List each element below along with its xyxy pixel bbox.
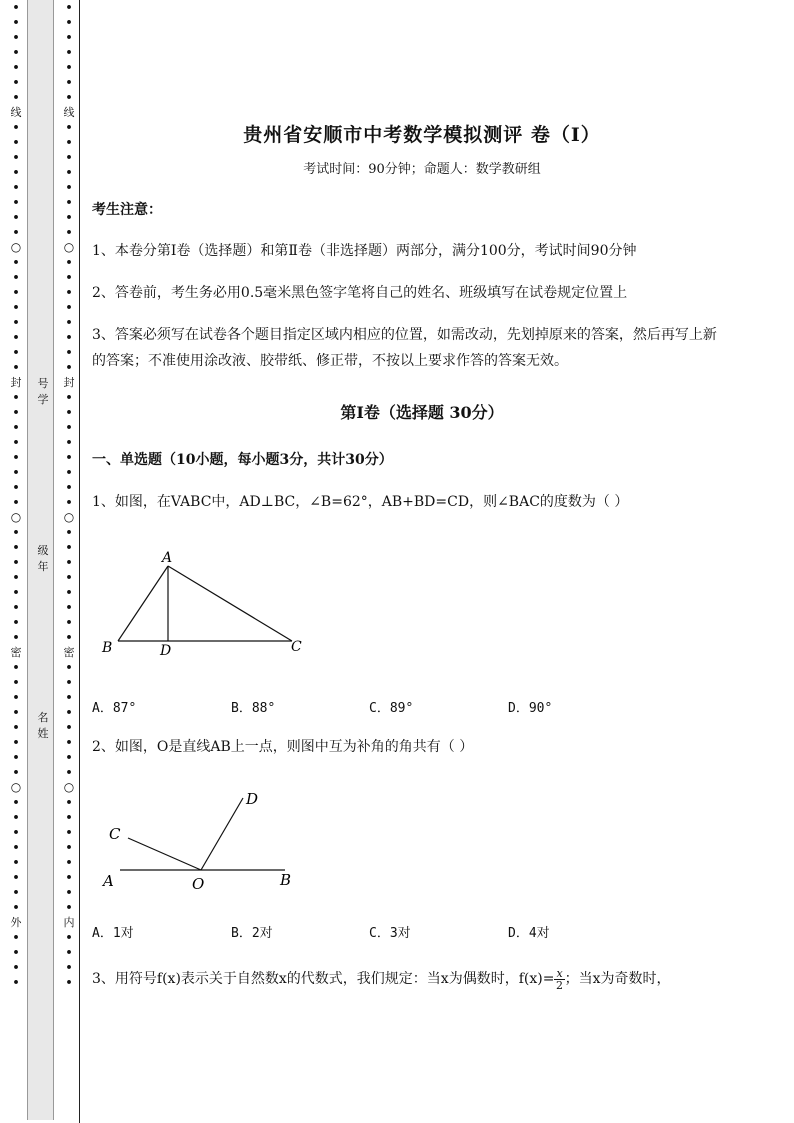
outer-seal-dot: • [12, 451, 20, 464]
inner-seal-dot: • [65, 496, 73, 509]
inner-seal-dot: • [65, 811, 73, 824]
outer-seal-dot: • [12, 871, 20, 884]
exam-title: 贵州省安顺市中考数学模拟测评 卷（Ⅰ） [243, 124, 601, 146]
inner-seal-dot: • [65, 856, 73, 869]
q1-option-a: A．87° [92, 701, 137, 716]
outer-seal-dot: • [12, 166, 20, 179]
outer-seal-dot: • [12, 706, 20, 719]
outer-seal-dot: • [12, 496, 20, 509]
outer-seal-word: 外 [10, 916, 22, 929]
outer-seal-dot: • [12, 226, 20, 239]
outer-seal-dot: • [12, 811, 20, 824]
q3-frac-den: 2 [556, 978, 564, 992]
outer-seal-dot: • [12, 661, 20, 674]
inner-seal-dot: • [65, 76, 73, 89]
outer-seal-dot: • [12, 721, 20, 734]
inner-seal-dot: • [65, 946, 73, 959]
inner-seal-dot: • [65, 661, 73, 674]
inner-seal-dot: • [65, 361, 73, 374]
inner-seal-word: 密 [63, 646, 75, 659]
notice-item-3b: 的答案；不准使用涂改液、胶带纸、修正带，不按以上要求作答的答案无效。 [92, 353, 568, 369]
outer-seal-dot: • [12, 61, 20, 74]
student-id-label: 号学 [37, 377, 49, 406]
outer-seal-dot: • [12, 421, 20, 434]
inner-seal-dot: • [65, 961, 73, 974]
notice-item-1: 1、本卷分第Ⅰ卷（选择题）和第Ⅱ卷（非选择题）两部分，满分100分，考试时间90分钟 [92, 243, 637, 259]
inner-seal-dot: • [65, 841, 73, 854]
outer-seal-dot: • [12, 961, 20, 974]
inner-seal-dot: • [65, 151, 73, 164]
outer-seal-dot: • [12, 286, 20, 299]
outer-seal-dot: • [12, 316, 20, 329]
outer-seal-dot: • [12, 1, 20, 14]
outer-seal-dot: • [12, 436, 20, 449]
inner-seal-dot: • [65, 346, 73, 359]
inner-seal-dot: • [65, 541, 73, 554]
inner-seal-dot: • [65, 391, 73, 404]
outer-seal-dot: • [12, 571, 20, 584]
outer-seal-dot: • [12, 556, 20, 569]
question-2-text: 2、如图，O是直线AB上一点，则图中互为补角的角共有（ ） [92, 739, 474, 755]
outer-seal-word: 密 [10, 646, 22, 659]
outer-seal-dot: • [12, 931, 20, 944]
inner-seal-dot: • [65, 871, 73, 884]
outer-seal-dot: • [12, 616, 20, 629]
outer-seal-dot: • [12, 946, 20, 959]
outer-seal-dot: • [12, 736, 20, 749]
outer-seal-dot: • [12, 361, 20, 374]
q2-option-d: D．4对 [508, 926, 550, 941]
q2-label-a: A [103, 872, 114, 890]
inner-seal-dot: • [65, 1, 73, 14]
inner-seal-dot: • [65, 976, 73, 989]
outer-seal-dot: • [12, 676, 20, 689]
q1-label-c: C [291, 639, 302, 655]
inner-seal-ring: ○ [63, 510, 75, 524]
outer-seal-dot: • [12, 826, 20, 839]
outer-seal-dot: • [12, 841, 20, 854]
outer-seal-dot: • [12, 211, 20, 224]
inner-seal-dot: • [65, 556, 73, 569]
inner-seal-dot: • [65, 721, 73, 734]
inner-seal-word: 封 [63, 376, 75, 389]
inner-seal-dot: • [65, 481, 73, 494]
outer-seal-dot: • [12, 271, 20, 284]
inner-seal-dot: • [65, 616, 73, 629]
inner-seal-dot: • [65, 751, 73, 764]
q1-label-d: D [160, 643, 172, 658]
outer-seal-dot: • [12, 406, 20, 419]
inner-seal-dot: • [65, 61, 73, 74]
q1-option-c: C．89° [369, 701, 414, 716]
outer-seal-word: 封 [10, 376, 22, 389]
q2-label-o: O [192, 875, 205, 893]
outer-seal-dot: • [12, 331, 20, 344]
outer-seal-dot: • [12, 196, 20, 209]
q3-frac-num: x [556, 966, 563, 980]
q1-label-b: B [102, 640, 113, 656]
inner-seal-dot: • [65, 526, 73, 539]
notice-item-2: 2、答卷前，考生务必用0.5毫米黑色签字笔将自己的姓名、班级填写在试卷规定位置上 [92, 285, 628, 301]
outer-seal-dot: • [12, 91, 20, 104]
q2-option-c: C．3对 [369, 926, 411, 941]
inner-seal-ring: ○ [63, 240, 75, 254]
outer-seal-ring: ○ [10, 240, 22, 254]
inner-seal-dot: • [65, 316, 73, 329]
outer-seal-dot: • [12, 976, 20, 989]
outer-seal-dot: • [12, 121, 20, 134]
binding-rule [79, 0, 80, 1123]
inner-seal-column [63, 0, 75, 990]
outer-seal-dot: • [12, 886, 20, 899]
inner-seal-dot: • [65, 211, 73, 224]
outer-seal-dot: • [12, 256, 20, 269]
question-2-figure [100, 786, 310, 896]
name-label: 名姓 [37, 711, 49, 740]
q2-option-a: A．1对 [92, 926, 134, 941]
outer-seal-dot: • [12, 526, 20, 539]
inner-seal-word: 内 [63, 916, 75, 929]
q3-text-a: 3、用符号f(x)表示关于自然数x的代数式，我们规定：当x为偶数时，f(x)= [92, 971, 555, 987]
inner-seal-dot: • [65, 691, 73, 704]
q1-option-b: B．88° [231, 701, 276, 716]
inner-seal-dot: • [65, 676, 73, 689]
inner-seal-dot: • [65, 436, 73, 449]
outer-seal-dot: • [12, 466, 20, 479]
outer-seal-dot: • [12, 691, 20, 704]
q2-label-c: C [109, 825, 121, 843]
inner-seal-dot: • [65, 466, 73, 479]
inner-seal-dot: • [65, 196, 73, 209]
inner-seal-dot: • [65, 301, 73, 314]
outer-seal-dot: • [12, 136, 20, 149]
inner-seal-dot: • [65, 886, 73, 899]
outer-seal-dot: • [12, 586, 20, 599]
inner-seal-dot: • [65, 571, 73, 584]
inner-seal-dot: • [65, 586, 73, 599]
outer-seal-ring: ○ [10, 510, 22, 524]
inner-seal-dot: • [65, 736, 73, 749]
inner-seal-dot: • [65, 271, 73, 284]
q1-label-a: A [162, 550, 173, 566]
section-heading: 一、单选题（10小题，每小题3分，共计30分） [92, 452, 393, 468]
part1-title: 第Ⅰ卷（选择题 30分） [340, 403, 504, 422]
inner-seal-dot: • [65, 631, 73, 644]
outer-seal-dot: • [12, 151, 20, 164]
inner-seal-dot: • [65, 166, 73, 179]
outer-seal-word: 线 [10, 106, 22, 119]
inner-seal-dot: • [65, 331, 73, 344]
inner-seal-dot: • [65, 901, 73, 914]
inner-seal-dot: • [65, 601, 73, 614]
notice-heading: 考生注意： [92, 202, 162, 218]
exam-subtitle: 考试时间：90分钟；命题人：数学教研组 [303, 162, 541, 177]
notice-item-3a: 3、答案必须写在试卷各个题目指定区域内相应的位置，如需改动，先划掉原来的答案，然后再写上新 [92, 327, 717, 343]
inner-seal-dot: • [65, 706, 73, 719]
outer-seal-dot: • [12, 601, 20, 614]
outer-seal-dot: • [12, 46, 20, 59]
inner-seal-ring: ○ [63, 780, 75, 794]
outer-seal-dot: • [12, 16, 20, 29]
outer-seal-dot: • [12, 181, 20, 194]
grade-label: 级年 [37, 544, 49, 573]
inner-seal-dot: • [65, 766, 73, 779]
question-1-figure [98, 548, 318, 658]
inner-seal-dot: • [65, 286, 73, 299]
outer-seal-dot: • [12, 766, 20, 779]
question-1-text: 1、如图，在VABC中，AD⊥BC，∠B=62°，AB+BD=CD，则∠BAC的度数为（ ） [92, 494, 629, 510]
inner-seal-dot: • [65, 136, 73, 149]
outer-seal-dot: • [12, 301, 20, 314]
inner-seal-dot: • [65, 91, 73, 104]
outer-seal-column [10, 0, 22, 990]
q1-option-d: D．90° [508, 701, 553, 716]
outer-seal-dot: • [12, 76, 20, 89]
inner-seal-dot: • [65, 451, 73, 464]
q3-text-b: ；当x为奇数时， [564, 971, 671, 987]
q3-fraction [554, 968, 564, 991]
q2-option-b: B．2对 [231, 926, 273, 941]
inner-seal-dot: • [65, 226, 73, 239]
outer-seal-dot: • [12, 751, 20, 764]
outer-seal-dot: • [12, 481, 20, 494]
outer-seal-dot: • [12, 856, 20, 869]
inner-seal-dot: • [65, 16, 73, 29]
inner-seal-dot: • [65, 796, 73, 809]
inner-seal-dot: • [65, 256, 73, 269]
outer-seal-dot: • [12, 346, 20, 359]
outer-seal-dot: • [12, 31, 20, 44]
inner-seal-dot: • [65, 181, 73, 194]
outer-seal-dot: • [12, 631, 20, 644]
inner-seal-dot: • [65, 121, 73, 134]
q2-label-b: B [280, 871, 292, 889]
inner-seal-dot: • [65, 46, 73, 59]
inner-seal-dot: • [65, 931, 73, 944]
outer-seal-dot: • [12, 541, 20, 554]
inner-seal-dot: • [65, 421, 73, 434]
inner-seal-dot: • [65, 406, 73, 419]
q2-label-d: D [246, 790, 259, 808]
outer-seal-dot: • [12, 391, 20, 404]
question-3-text [92, 966, 671, 992]
outer-seal-dot: • [12, 901, 20, 914]
inner-seal-dot: • [65, 826, 73, 839]
outer-seal-ring: ○ [10, 780, 22, 794]
inner-seal-word: 线 [63, 106, 75, 119]
outer-seal-dot: • [12, 796, 20, 809]
inner-seal-dot: • [65, 31, 73, 44]
